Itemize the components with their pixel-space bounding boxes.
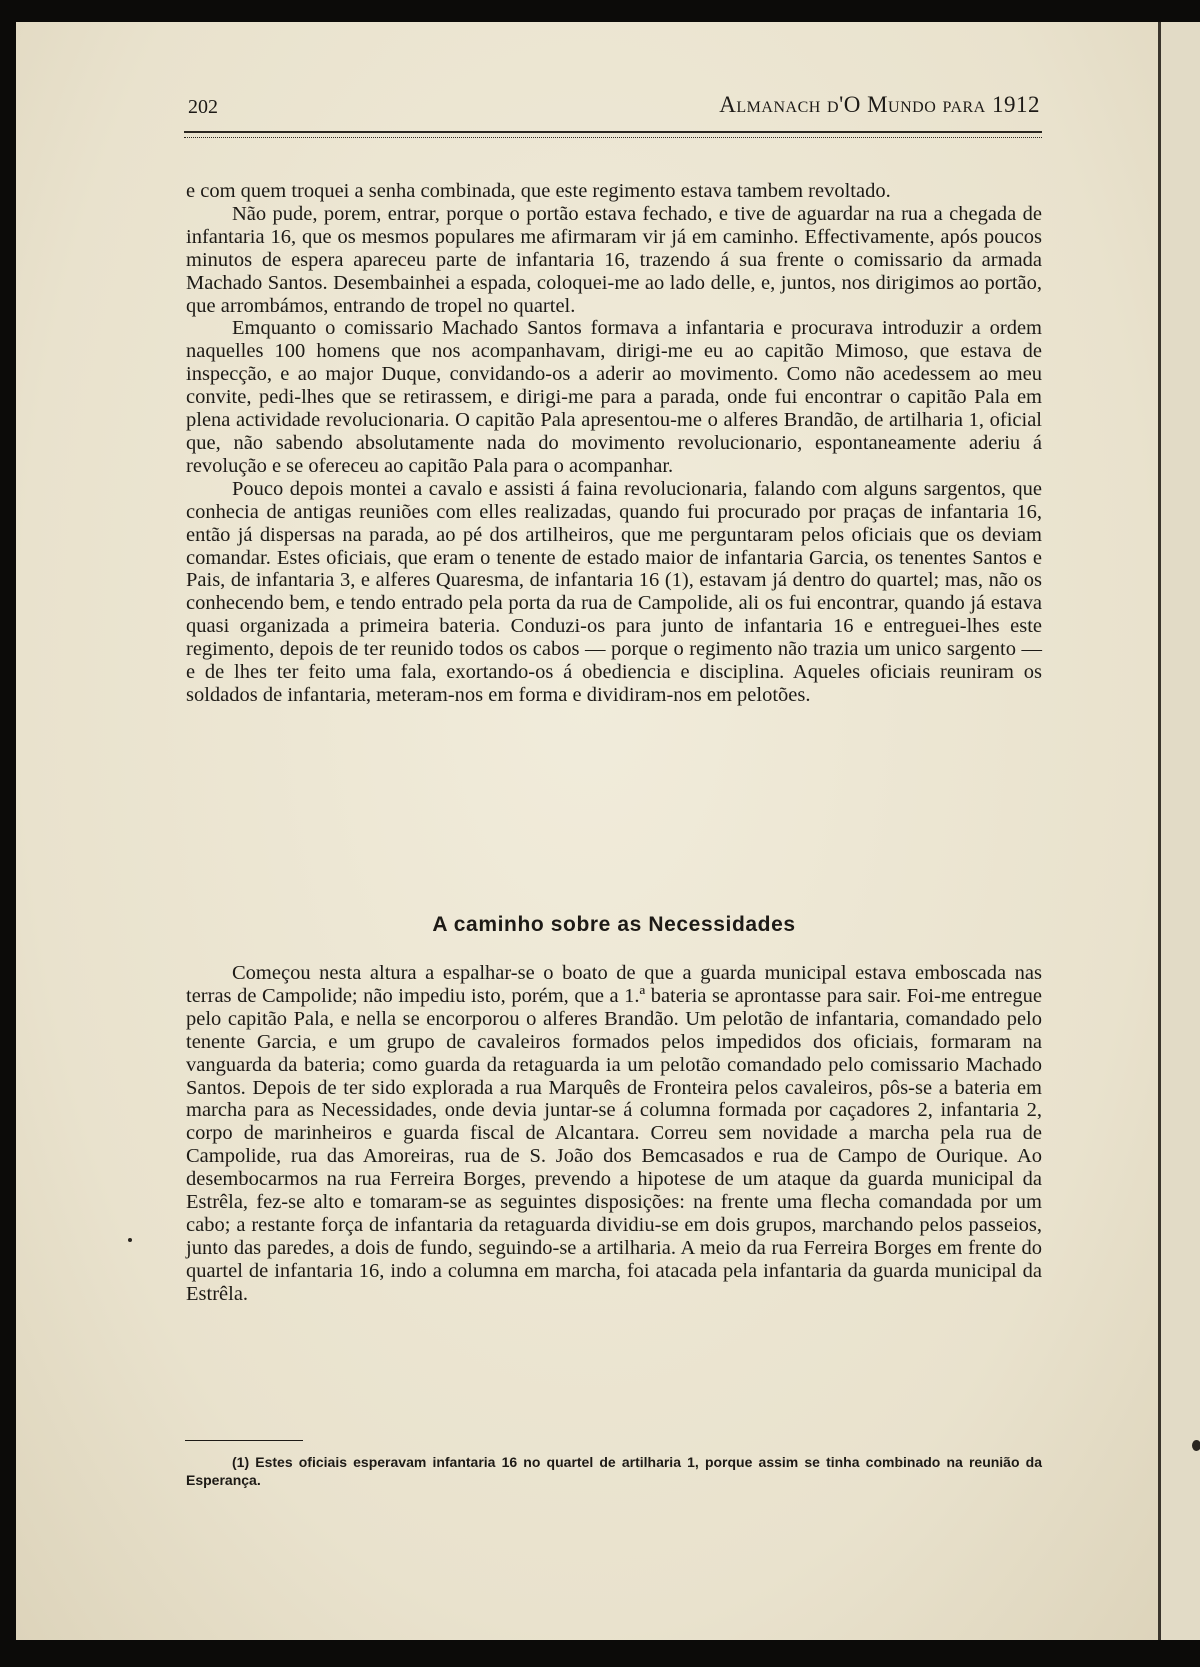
body-text-part2	[186, 962, 1042, 1306]
page-number: 202	[188, 96, 218, 118]
ink-spot	[128, 1238, 132, 1242]
page-header	[188, 92, 1040, 122]
paragraph: Pouco depois montei a cavalo e assisti á faina revolucionaria, falando com alguns sargentos, que conhecia de antigas reuniões com elles realizadas, quando fui procurado por praças de infantaria 16, então já dispersas na parada, ao pé dos artilheiros, que me perguntaram pelos oficiais que os deviam comandar. Estes oficiais, que eram o tenente de estado maior de infantaria Garcia, os tenentes Santos e Pais, de infantaria 3, e alferes Quaresma, de infantaria 16 (1), estavam já dentro do quartel; mas, não os conhecendo bem, e tendo entrado pela porta da rua de Campolide, ali os fui encontrar, quando já estava quasi organizada a primeira bateria. Conduzi-os para junto de infantaria 16 e entreguei-lhes este regimento, depois de ter reunido todos os cabos — porque o regimento não trazia um unico sargento — e de lhes ter feito uma fala, exortando-os á obediencia e disciplina. Aqueles oficiais reuniram os soldados de infantaria, meteram-nos em forma e dividiram-nos em pelotões.	[186, 477, 1042, 706]
footnote-rule	[185, 1440, 303, 1441]
header-rule	[184, 131, 1042, 138]
adjacent-page-edge	[1161, 22, 1200, 1640]
paragraph: Emquanto o comissario Machado Santos formava a infantaria e procurava introduzir a ordem naquelles 100 homens que nos acompanhavam, dirigi-me eu ao capitão Mimoso, que estava de inspecção, e ao major Duque, convidando-os a aderir ao movimento. Como não acedessem ao meu convite, pedi-lhes que se retirassem, e dirigi-me para a parada, onde fui encontrar o capitão Pala em plena actividade revolucionaria. O capitão Pala apresentou-me o alferes Brandão, de artilharia 1, oficial que, não sabendo absolutamente nada do movimento revolucionario, espontaneamente aderiu á revolução e se ofereceu ao capitão Pala para o acompanhar.	[186, 317, 1042, 477]
paragraph: Começou nesta altura a espalhar-se o boato de que a guarda municipal estava emboscada nas terras de Campolide; não impediu isto, porém, que a 1.ª bateria se aprontasse para sair. Foi-me entregue pelo capitão Pala, e nella se encorporou o alferes Brandão. Um pelotão de infantaria, comandado pelo tenente Garcia, e um grupo de cavaleiros formados pelos impedidos dos oficiais, formaram na vanguarda da bateria; como guarda da retaguarda ia um pelotão comandado pelo comissario Machado Santos. Depois de ter sido explorada a rua Marquês de Fronteira pelos cavaleiros, pôs-se a bateria em marcha para as Necessidades, onde devia juntar-se á columna formada por caçadores 2, infantaria 2, corpo de marinheiros e guarda fiscal de Alcantara. Correu sem novidade a marcha pela rua de Campolide, rua das Amoreiras, rua de S. João dos Bemcasados e rua de Campo de Ourique. Ao desembocarmos na rua Ferreira Borges, prevendo a hipotese de um ataque da guarda municipal da Estrêla, fez-se alto e tomaram-se as seguintes disposições: na frente uma flecha comandada por um cabo; a restante força de infantaria da retaguarda dividiu-se em dois grupos, marchando pelos passeios, junto das paredes, a dois de fundo, seguindo-se a artilharia. A meio da rua Ferreira Borges em frente do quartel de infantaria 16, indo a columna em marcha, foi atacada pela infantaria da guarda municipal da Estrêla.	[186, 962, 1042, 1305]
body-text-part1	[186, 180, 1042, 707]
footnote: (1) Estes oficiais esperavam infantaria 16 no quartel de artilharia 1, porque assim se tinha combinado na reunião da Esperança.	[186, 1454, 1042, 1488]
paragraph: Não pude, porem, entrar, porque o portão estava fechado, e tive de aguardar na rua a chegada de infantaria 16, que os mesmos populares me afirmaram vir já em caminho. Effectivamente, após poucos minutos de espera apareceu parte de infantaria 16, trazendo á sua frente o comissario da armada Machado Santos. Desembainhei a espada, coloquei-me ao lado delle, e, juntos, nos dirigimos ao portão, que arrombámos, entrando de tropel no quartel.	[186, 202, 1042, 317]
paragraph: e com quem troquei a senha combinada, que este regimento estava tambem revoltado.	[186, 180, 891, 202]
ink-spot	[1192, 1440, 1200, 1451]
running-title: Almanach d'O Mundo para 1912	[719, 92, 1040, 117]
section-heading: A caminho sobre as Necessidades	[432, 913, 796, 936]
